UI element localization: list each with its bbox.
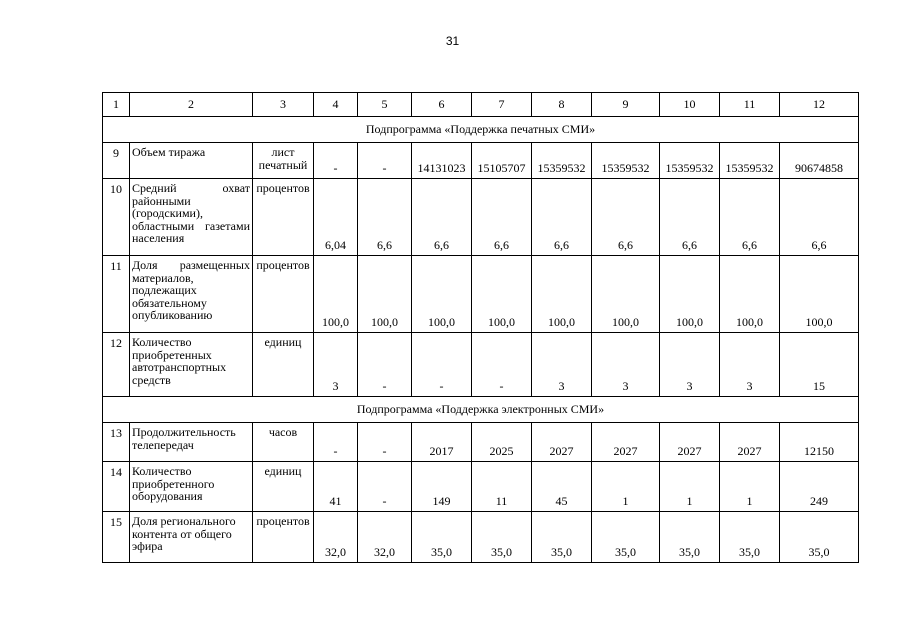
unit-cell: единиц (253, 462, 314, 512)
value-cell: 35,0 (660, 512, 720, 563)
value-cell: 35,0 (720, 512, 780, 563)
header-cell: 5 (358, 93, 412, 117)
unit-cell: процентов (253, 256, 314, 333)
value-cell: 2027 (660, 423, 720, 462)
value-cell: 100,0 (720, 256, 780, 333)
value-cell: 35,0 (472, 512, 532, 563)
value-cell: 6,6 (592, 179, 660, 256)
value-cell: 3 (314, 333, 358, 397)
row-number: 14 (103, 462, 130, 512)
value-cell: 3 (720, 333, 780, 397)
header-cell: 8 (532, 93, 592, 117)
value-cell: 15 (780, 333, 859, 397)
value-cell: - (358, 462, 412, 512)
row-number: 9 (103, 143, 130, 179)
header-cell: 3 (253, 93, 314, 117)
value-cell: 249 (780, 462, 859, 512)
section-row (103, 117, 859, 143)
unit-cell: процентов (253, 179, 314, 256)
page-number: 31 (445, 34, 460, 48)
indicator-name: Количество приобретенных автотранспортных средств (130, 333, 253, 397)
row-number: 13 (103, 423, 130, 462)
value-cell: 2025 (472, 423, 532, 462)
header-cell: 11 (720, 93, 780, 117)
value-cell: 149 (412, 462, 472, 512)
value-cell: 2017 (412, 423, 472, 462)
table-row (103, 512, 859, 563)
header-cell: 6 (412, 93, 472, 117)
row-number: 15 (103, 512, 130, 563)
value-cell: 1 (720, 462, 780, 512)
value-cell: 12150 (780, 423, 859, 462)
value-cell: 15359532 (660, 143, 720, 179)
value-cell: 100,0 (412, 256, 472, 333)
value-cell: 1 (592, 462, 660, 512)
row-number: 11 (103, 256, 130, 333)
value-cell: 14131023 (412, 143, 472, 179)
table-row (103, 462, 859, 512)
value-cell: 3 (660, 333, 720, 397)
unit-cell: часов (253, 423, 314, 462)
section-row (103, 397, 859, 423)
table-row (103, 333, 859, 397)
indicator-name: Объем тиража (130, 143, 253, 179)
row-number: 10 (103, 179, 130, 256)
value-cell: 2027 (592, 423, 660, 462)
table-row (103, 143, 859, 179)
value-cell: - (358, 423, 412, 462)
value-cell: 15359532 (720, 143, 780, 179)
header-cell: 4 (314, 93, 358, 117)
header-cell: 7 (472, 93, 532, 117)
value-cell: 1 (660, 462, 720, 512)
value-cell: 35,0 (532, 512, 592, 563)
value-cell: 6,6 (472, 179, 532, 256)
value-cell: - (314, 423, 358, 462)
header-row (103, 93, 859, 117)
value-cell: - (358, 143, 412, 179)
value-cell: 90674858 (780, 143, 859, 179)
value-cell: 45 (532, 462, 592, 512)
value-cell: 32,0 (358, 512, 412, 563)
section-title: Подпрограмма «Поддержка печатных СМИ» (103, 117, 859, 143)
value-cell: 100,0 (780, 256, 859, 333)
value-cell: 6,6 (660, 179, 720, 256)
indicators-table (102, 92, 859, 563)
indicator-name: Доля размещенных материалов, подлежащих обязательному опубликованию (130, 256, 253, 333)
value-cell: 11 (472, 462, 532, 512)
value-cell: 2027 (532, 423, 592, 462)
header-cell: 12 (780, 93, 859, 117)
value-cell: 100,0 (358, 256, 412, 333)
value-cell: - (358, 333, 412, 397)
header-cell: 2 (130, 93, 253, 117)
value-cell: 6,6 (720, 179, 780, 256)
indicator-name: Продолжительность телепередач (130, 423, 253, 462)
value-cell: 35,0 (592, 512, 660, 563)
header-cell: 1 (103, 93, 130, 117)
value-cell: 15359532 (592, 143, 660, 179)
value-cell: 100,0 (314, 256, 358, 333)
unit-cell: единиц (253, 333, 314, 397)
unit-cell: процентов (253, 512, 314, 563)
value-cell: - (412, 333, 472, 397)
unit-cell: лист печатный (253, 143, 314, 179)
value-cell: 6,6 (532, 179, 592, 256)
value-cell: 32,0 (314, 512, 358, 563)
value-cell: 15359532 (532, 143, 592, 179)
value-cell: - (472, 333, 532, 397)
value-cell: 3 (592, 333, 660, 397)
section-title: Подпрограмма «Поддержка электронных СМИ» (103, 397, 859, 423)
value-cell: 35,0 (412, 512, 472, 563)
table-row (103, 423, 859, 462)
value-cell: 100,0 (592, 256, 660, 333)
header-cell: 10 (660, 93, 720, 117)
value-cell: 6,04 (314, 179, 358, 256)
indicator-name: Средний охват районными (городскими), областными газетами населения (130, 179, 253, 256)
value-cell: 100,0 (660, 256, 720, 333)
indicator-name: Доля регионального контента от общего эфира (130, 512, 253, 563)
value-cell: 35,0 (780, 512, 859, 563)
value-cell: 41 (314, 462, 358, 512)
value-cell: 15105707 (472, 143, 532, 179)
table-row (103, 256, 859, 333)
value-cell: 100,0 (472, 256, 532, 333)
value-cell: 6,6 (780, 179, 859, 256)
table-row (103, 179, 859, 256)
value-cell: 2027 (720, 423, 780, 462)
value-cell: 100,0 (532, 256, 592, 333)
row-number: 12 (103, 333, 130, 397)
value-cell: 3 (532, 333, 592, 397)
value-cell: - (314, 143, 358, 179)
value-cell: 6,6 (358, 179, 412, 256)
indicator-name: Количество приобретенного оборудования (130, 462, 253, 512)
header-cell: 9 (592, 93, 660, 117)
value-cell: 6,6 (412, 179, 472, 256)
